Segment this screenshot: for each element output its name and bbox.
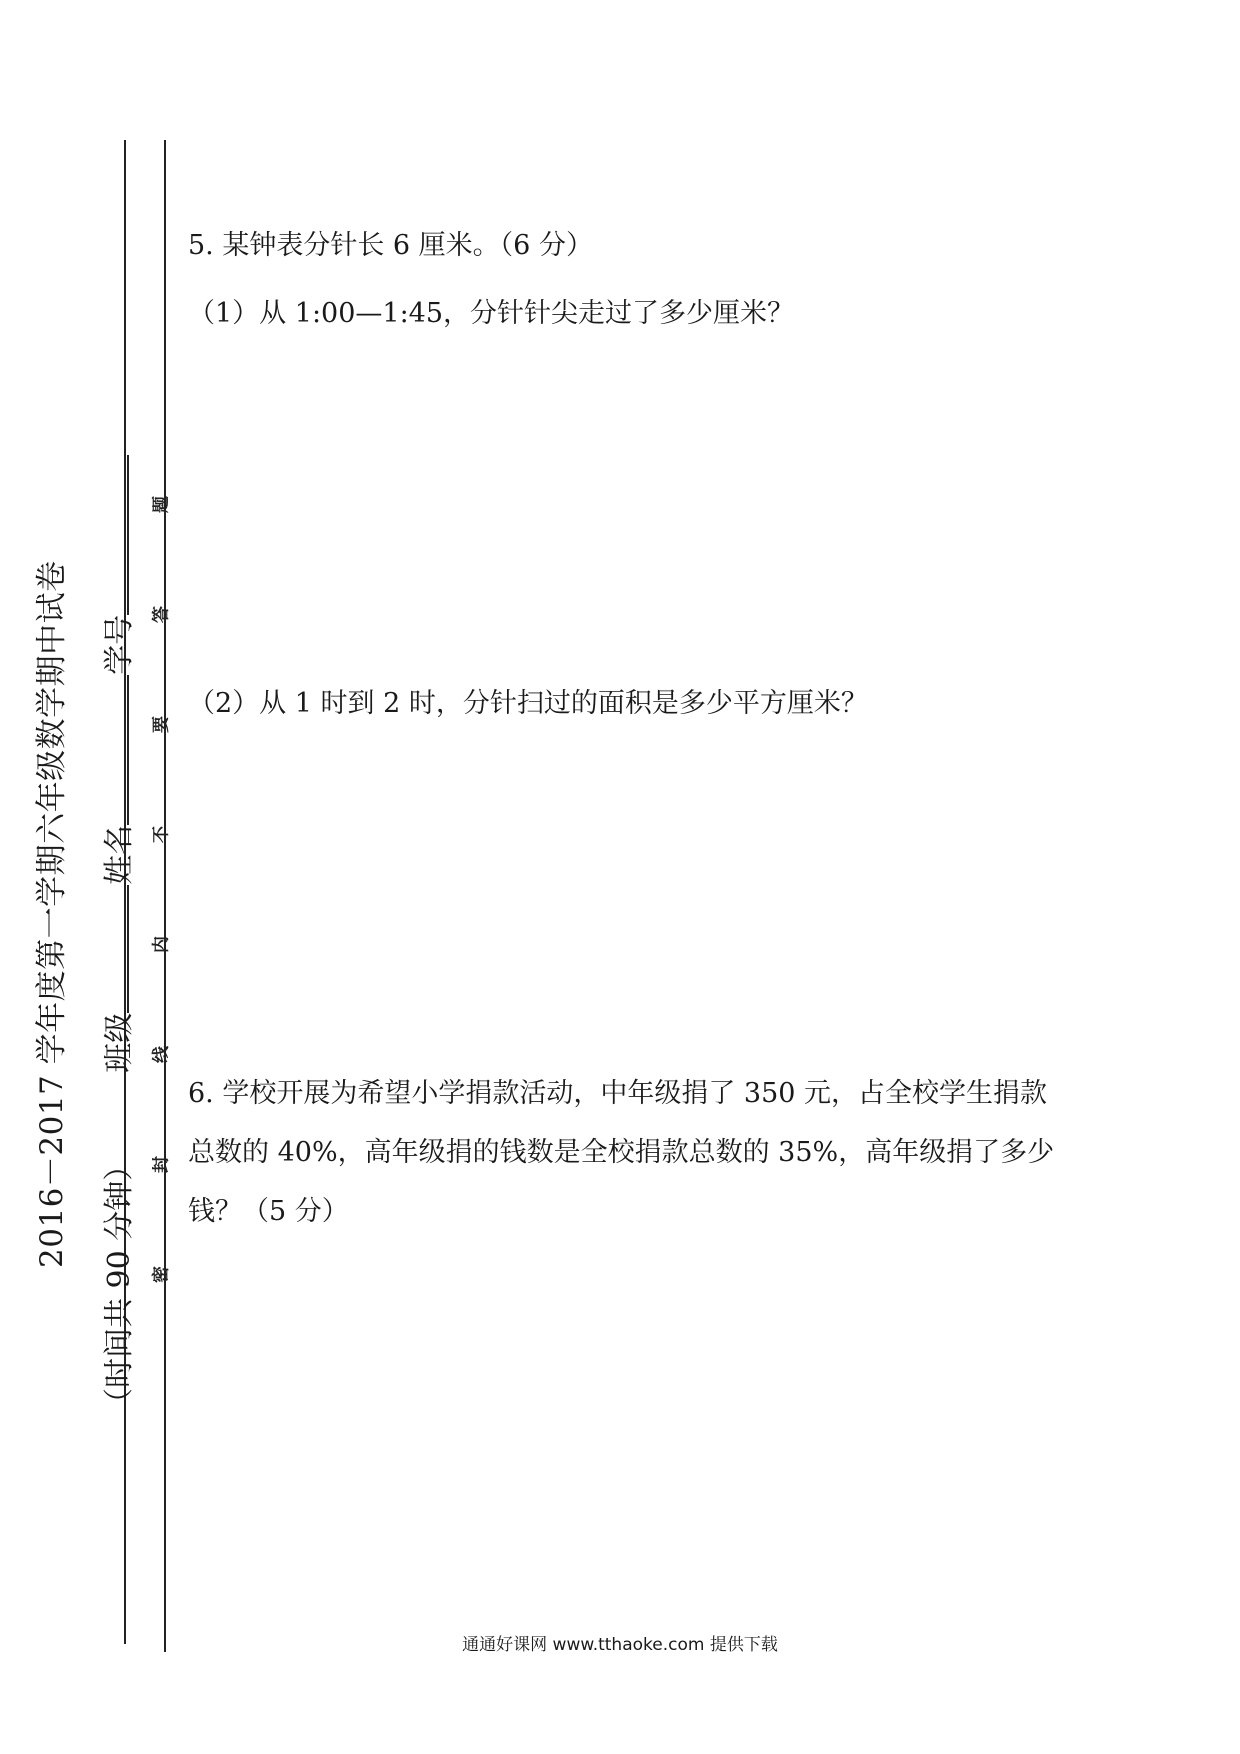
id-blank[interactable] [99, 455, 129, 615]
class-blank[interactable] [99, 885, 129, 1013]
class-label: 班级 [102, 1012, 137, 1073]
seal-char-feng: 封 [151, 1156, 172, 1173]
name-blank[interactable] [99, 675, 129, 825]
seal-char-xian: 线 [151, 1046, 172, 1063]
question-6: 6. 学校开展为希望小学捐款活动，中年级捐了 350 元，占全校学生捐款总数的 40%，高年级捐的钱数是全校捐款总数的 35%，高年级捐了多少钱？（5 分） [188, 1078, 1055, 1227]
footer-source: 通通好课网 www.tthaoke.com 提供下载 [462, 1635, 778, 1655]
question-5-stem: 5. 某钟表分针长 6 厘米。（6 分） [188, 230, 593, 261]
seal-char-nei: 内 [151, 936, 172, 953]
question-5-part-1: （1）从 1:00—1:45，分针针尖走过了多少厘米？ [188, 298, 795, 329]
binding-line-inner [164, 140, 166, 1652]
question-5-part-2: （2）从 1 时到 2 时，分针扫过的面积是多少平方厘米？ [188, 688, 868, 719]
exam-title: 2016－2017 学年度第一学期六年级数学期中试卷 [34, 560, 70, 1268]
student-info-line [94, 455, 138, 1418]
time-note: （时间共 90 分钟） [102, 1150, 137, 1418]
seal-char-mi: 密 [151, 1266, 172, 1283]
seal-char-yao: 要 [151, 716, 172, 733]
name-label: 姓名 [102, 824, 137, 885]
seal-char-da: 答 [151, 606, 172, 623]
seal-char-bu: 不 [151, 826, 172, 843]
seal-char-ti: 题 [151, 496, 172, 513]
id-label: 学号 [102, 614, 137, 675]
